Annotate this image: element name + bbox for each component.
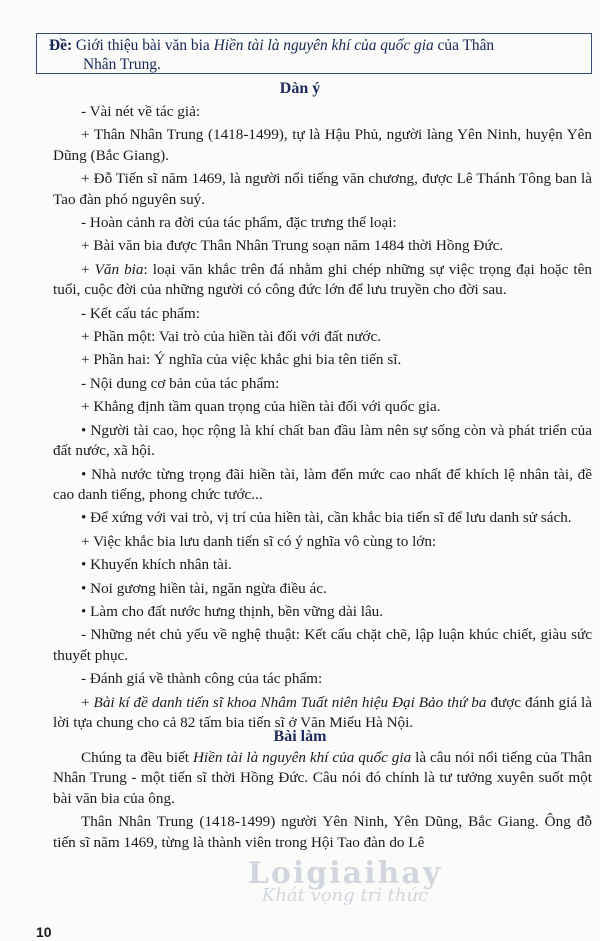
topic-text-1: Giới thiệu bài văn bia — [72, 37, 214, 54]
paragraph: - Kết cấu tác phẩm: — [81, 304, 200, 322]
paragraph: + Thân Nhân Trung (1418-1499), tự là Hậu Phủ, người làng Yên Ninh, huyện Yên Dũng (Bắc Giang). — [53, 126, 592, 164]
paragraph: • Để xứng với vai trò, vị trí của hiền tài, cần khắc bia tiến sĩ để lưu danh sử sách. — [81, 509, 572, 527]
paragraph — [53, 260, 592, 301]
paragraph: + Bài văn bia được Thân Nhân Trung soạn năm 1484 thời Hồng Đức. — [81, 237, 504, 255]
paragraph-text: + — [81, 693, 94, 711]
topic-box — [36, 33, 592, 74]
page-number: 10 — [36, 924, 52, 940]
essay-heading: Bài làm — [273, 728, 327, 745]
paragraph-italic-text: Bài kí đề danh tiến sĩ khoa Nhâm Tuất niên hiệu Đại Bảo thứ ba — [93, 693, 487, 711]
paragraph-text: Chúng ta đều biết — [81, 749, 193, 766]
paragraph — [53, 748, 592, 809]
paragraph-text: : loại văn khắc trên đá nhằm ghi chép những sự việc trọng đại hoặc tên tuổi, cuộc đời của những người có công đức lớn để lưu truyền cho đời sau. — [53, 260, 592, 299]
paragraph: - Hoàn cảnh ra đời của tác phẩm, đặc trưng thể loại: — [81, 214, 397, 232]
paragraph: • Khuyến khích nhân tài. — [81, 556, 232, 574]
paragraph: • Làm cho đất nước hưng thịnh, bền vững dài lâu. — [81, 602, 384, 620]
paragraph: - Vài nét về tác giả: — [81, 103, 201, 120]
outline-section — [53, 102, 592, 736]
paragraph: + Phần một: Vai trò của hiền tài đối với đất nước. — [81, 328, 381, 346]
paragraph: • Nhà nước từng trọng đãi hiền tài, làm đến mức cao nhất để khích lệ nhân tài, đề cao danh tiếng, phong chức tước... — [53, 465, 592, 503]
paragraph: - Nội dung cơ bản của tác phẩm: — [81, 374, 280, 392]
paragraph: - Những nét chủ yếu về nghệ thuật: Kết cấu chặt chẽ, lập luận khúc chiết, giàu sức thuyết phục. — [53, 626, 592, 664]
paragraph: - Đánh giá về thành công của tác phẩm: — [81, 670, 323, 688]
topic-text-3: của Thân — [433, 37, 495, 54]
paragraph: • Người tài cao, học rộng là khí chất ban đầu làm nên sự sống còn và phát triển của đất nước, xã hội. — [53, 421, 592, 460]
watermark-slogan: Khát vọng tri thức — [261, 885, 429, 906]
paragraph: + Đỗ Tiến sĩ năm 1469, là người nổi tiếng văn chương, được Lê Thánh Tông ban là Tao đàn phó nguyên suý. — [53, 170, 592, 208]
paragraph-text: + — [81, 260, 95, 278]
topic-line-2: Nhân Trung. — [83, 56, 161, 73]
paragraph: • Noi gương hiền tài, ngăn ngừa điều ác. — [81, 579, 327, 597]
essay-section — [53, 748, 592, 856]
paragraph-text: là câu nói nổi tiếng của Thân Nhân Trung - một tiến sĩ thời Hồng Đức. Câu nói đó chính là tư tưởng xuyên suốt một bài văn bia của ông. — [53, 749, 592, 807]
outline-heading: Dàn ý — [279, 80, 321, 97]
paragraph — [53, 812, 592, 853]
paragraph-italic-text: Văn bia — [94, 260, 144, 278]
topic-title: Hiền tài là nguyên khí của quốc gia — [213, 37, 434, 54]
paragraph: + Việc khắc bia lưu danh tiến sĩ có ý nghĩa vô cùng to lớn: — [81, 532, 437, 550]
watermark — [215, 856, 475, 916]
paragraph: + Phần hai: Ý nghĩa của việc khắc ghi bia tên tiến sĩ. — [81, 351, 402, 369]
paragraph-text: Thân Nhân Trung (1418-1499) người Yên Ninh, Yên Dũng, Bắc Giang. Ông đỗ tiến sĩ năm 1469, từng là thành viên trong Hội Tao đàn do Lê — [53, 813, 592, 851]
paragraph-text: được đánh giá là lời tựa chung cho cả 82 tấm bia tiến sĩ ở Văn Miếu Hà Nội. — [53, 693, 592, 731]
watermark-logo: Loigiaihay — [247, 856, 443, 891]
paragraph-italic-text: Hiền tài là nguyên khí của quốc gia — [192, 749, 412, 766]
topic-label: Đề: — [49, 37, 73, 54]
paragraph: + Khẳng định tầm quan trọng của hiền tài đối với quốc gia. — [81, 398, 441, 416]
